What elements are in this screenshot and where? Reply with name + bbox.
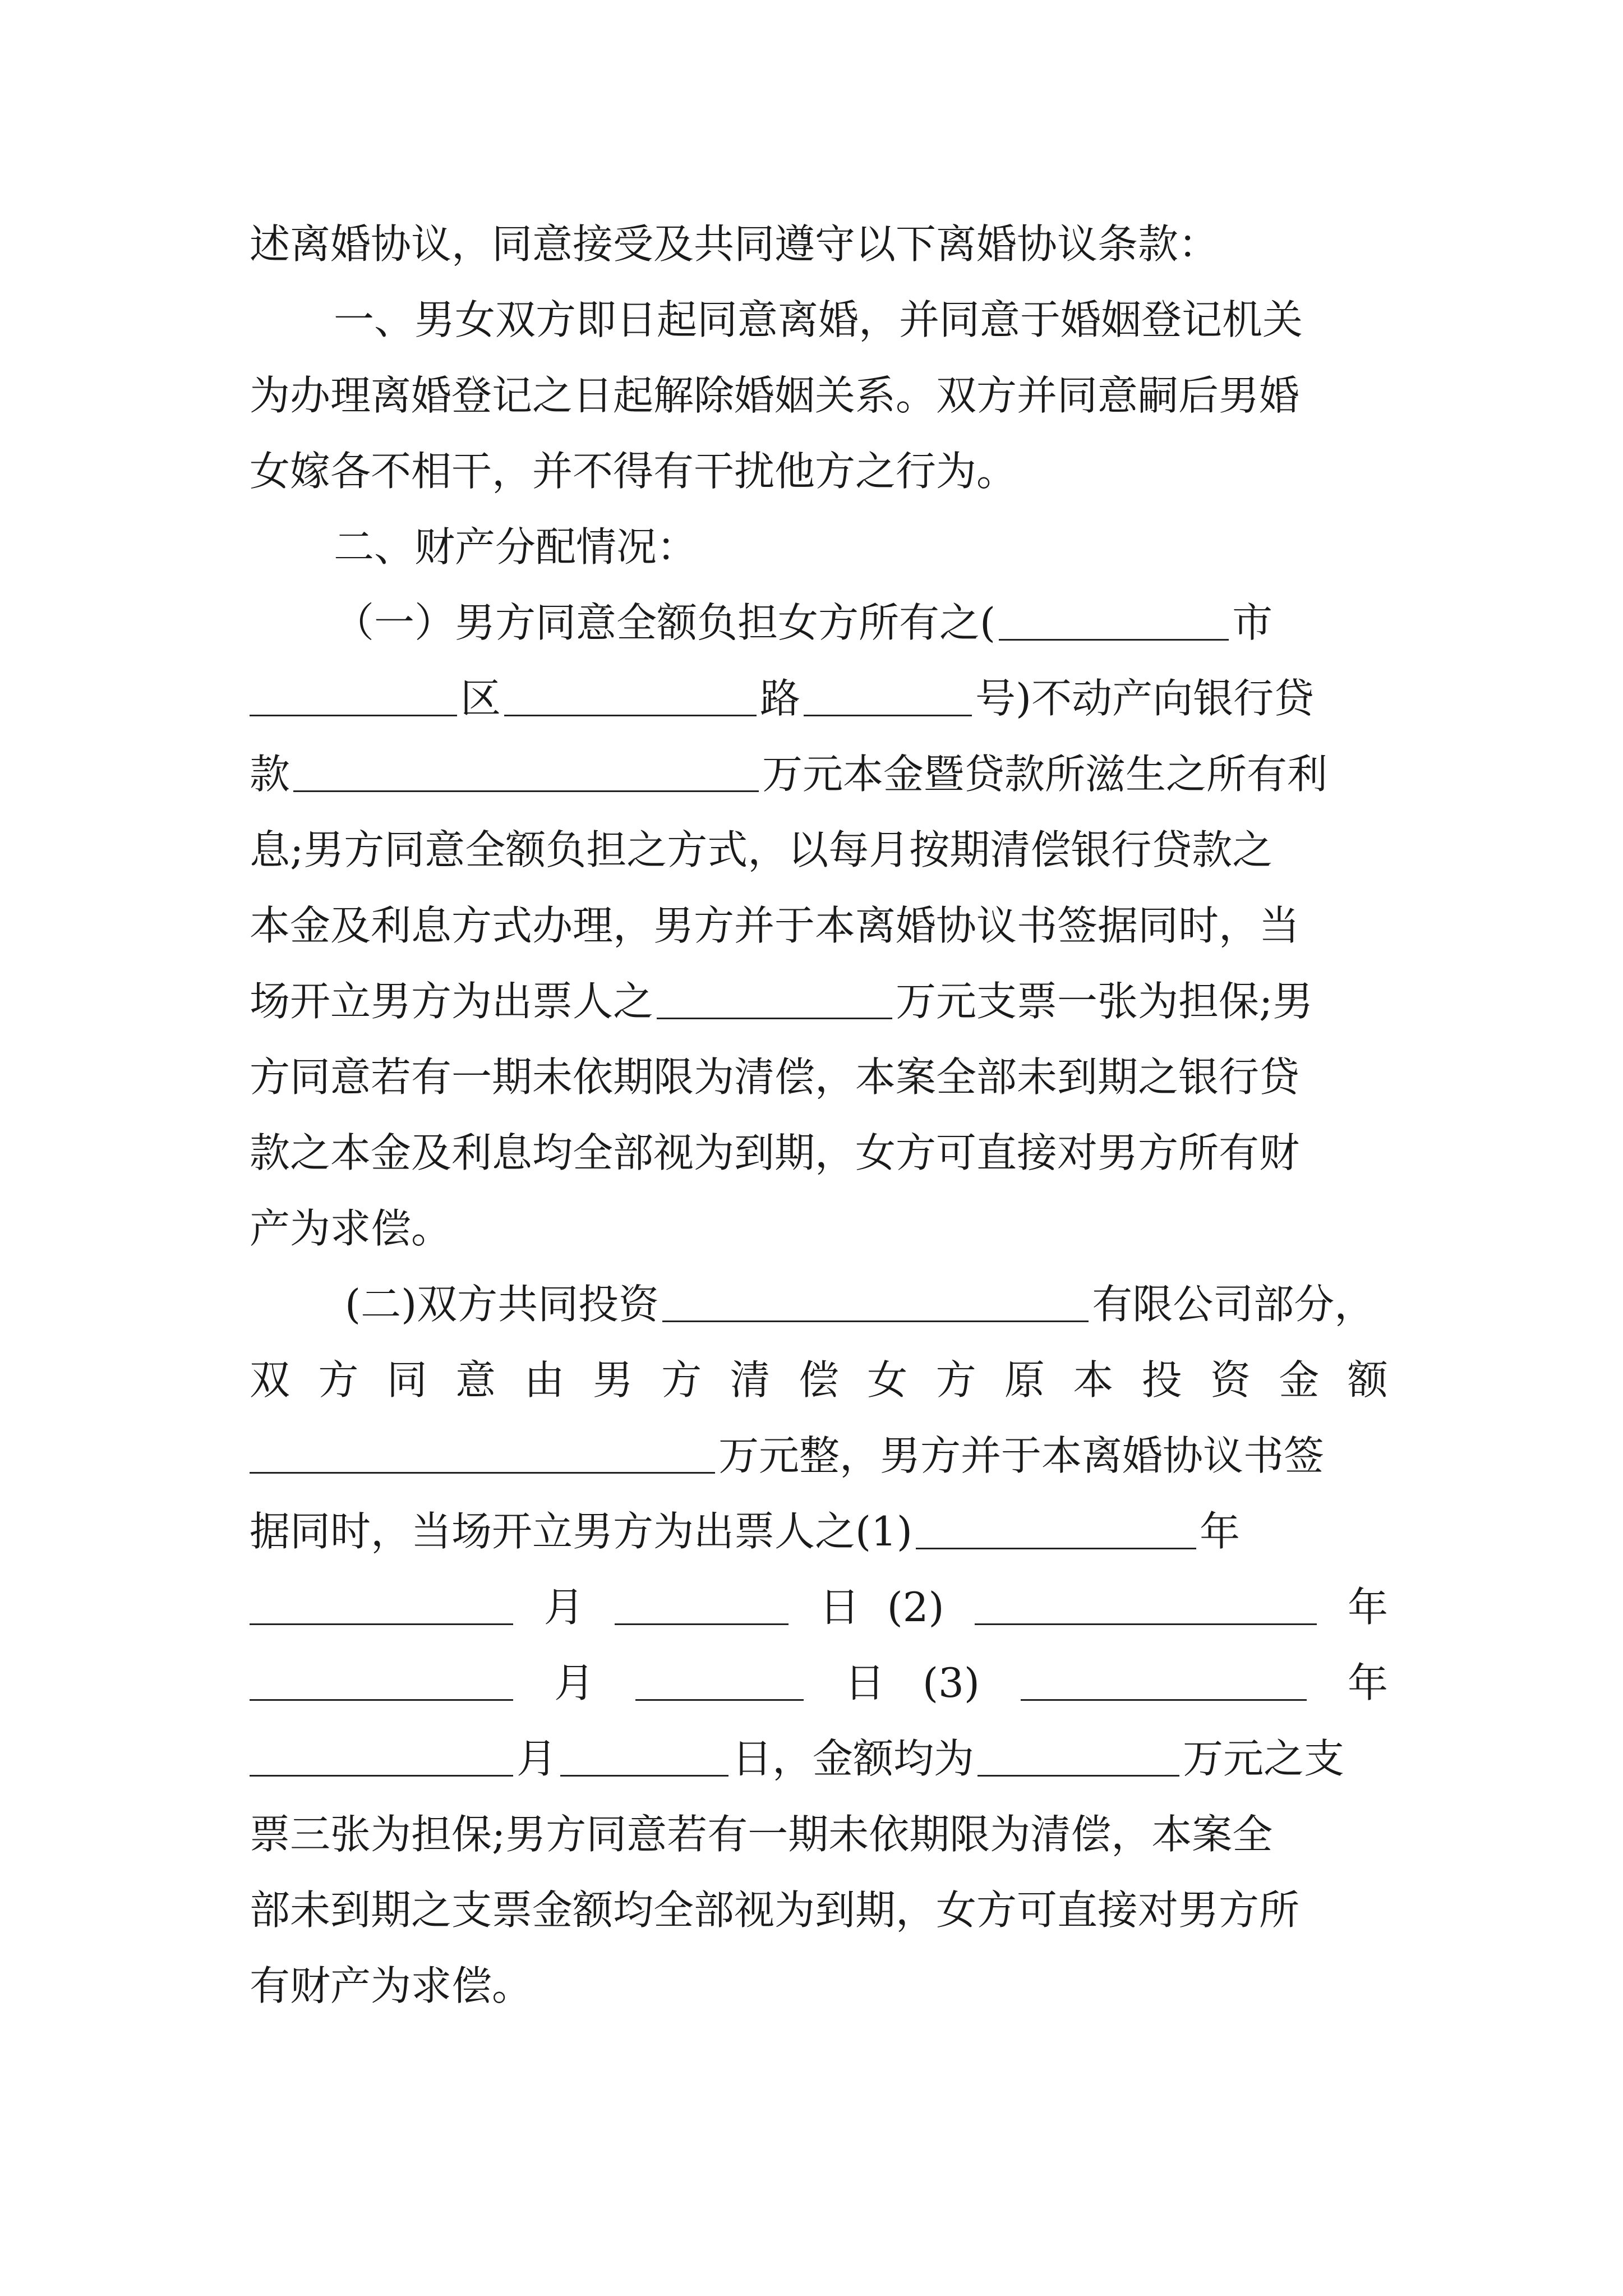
item2-line1-start: (二)双方共同投资 (345, 1281, 660, 1328)
item2-line2-char: 方 (661, 1356, 702, 1404)
item1-line2-district: 区 (460, 675, 501, 722)
blank-district (250, 715, 457, 716)
item2-line7-day: 日，金额均为 (732, 1735, 975, 1782)
item2-line5-year: 年 (1347, 1584, 1388, 1631)
text-line (250, 1958, 1388, 2014)
item1-line3-rest: 万元本金暨贷款所滋生之所有利 (762, 751, 1328, 798)
item2-line2-char: 偿 (798, 1356, 839, 1404)
item2-line6-num: (3) (922, 1659, 980, 1706)
item2-line2-char: 投 (1141, 1356, 1182, 1404)
item1-line3-start: 款 (250, 751, 291, 798)
text-line (250, 1428, 1388, 1484)
clause1-line3: 女嫁各不相干，并不得有干扰他方之行为。 (250, 448, 1017, 495)
blank-check-amount (657, 1018, 892, 1019)
blank-city (999, 639, 1229, 641)
intro-line: 述离婚协议，同意接受及共同遵守以下离婚协议条款： (250, 220, 1219, 268)
item2-line2-char: 双 (250, 1356, 291, 1404)
blank-day-2 (635, 1699, 804, 1701)
blank-month-3 (250, 1775, 513, 1777)
item1-line1-text: （一）男方同意全额负担女方所有之( (334, 599, 996, 646)
item1-line5: 本金及利息方式办理，男方并于本离婚协议书签据同时，当 (250, 902, 1300, 949)
item2-line8: 票三张为担保;男方同意若有一期未依期限为清偿，本案全 (250, 1811, 1273, 1858)
text-line (250, 1352, 1388, 1408)
blank-day-1 (615, 1623, 789, 1625)
item2-line2-char: 资 (1210, 1356, 1251, 1404)
blank-year-3 (1021, 1699, 1307, 1701)
text-line (250, 822, 1388, 878)
text-line (250, 1579, 1388, 1635)
item2-line4-start: 据同时，当场开立男方为出票人之(1) (250, 1508, 912, 1555)
item2-line2-char: 清 (730, 1356, 771, 1404)
item2-line2-char: 方 (318, 1356, 359, 1404)
item1-line1-city: 市 (1232, 599, 1273, 646)
item2-line5-day: 日 (819, 1584, 860, 1631)
clause2-title: 二、财产分配情况： (334, 523, 698, 570)
blank-company (662, 1320, 1089, 1322)
item1-line2-rest: 号)不动产向银行贷 (975, 675, 1315, 722)
text-line (250, 443, 1388, 499)
item1-line2-road: 路 (760, 675, 801, 722)
item2-line6-year: 年 (1347, 1659, 1388, 1706)
text-line (250, 670, 1388, 726)
item1-line9: 产为求偿。 (250, 1205, 452, 1252)
blank-month-1 (250, 1623, 513, 1625)
blank-month-2 (250, 1699, 513, 1701)
item2-line4-year: 年 (1200, 1508, 1241, 1555)
item1-line6-rest: 万元支票一张为担保;男 (896, 978, 1313, 1025)
clause1-line2: 为办理离婚登记之日起解除婚姻关系。双方并同意嗣后男婚 (250, 372, 1300, 419)
text-line (250, 367, 1388, 424)
item1-line8: 款之本金及利息均全部视为到期，女方可直接对男方所有财 (250, 1129, 1300, 1176)
blank-road (504, 715, 757, 716)
text-line (250, 898, 1388, 954)
item2-line9: 部未到期之支票金额均全部视为到期，女方可直接对男方所 (250, 1887, 1300, 1934)
item2-line2-char: 金 (1279, 1356, 1320, 1404)
text-line (250, 292, 1388, 348)
item2-line1-rest: 有限公司部分， (1092, 1281, 1375, 1328)
clause1-line1: 一、男女双方即日起同意离婚，并同意于婚姻登记机关 (334, 296, 1303, 343)
text-line (250, 1731, 1388, 1787)
item2-line2-char: 女 (867, 1356, 908, 1404)
blank-year-2 (975, 1623, 1317, 1625)
text-line (250, 216, 1388, 272)
text-line (250, 1882, 1388, 1938)
item2-line2-char: 方 (935, 1356, 976, 1404)
blank-investment-amount (250, 1472, 715, 1474)
text-line (250, 1200, 1388, 1257)
blank-day-3 (560, 1775, 728, 1777)
text-line (250, 1125, 1388, 1181)
item2-line2-char: 本 (1073, 1356, 1114, 1404)
blank-year-1 (916, 1548, 1196, 1549)
text-line (250, 1276, 1388, 1332)
item2-line2-char: 意 (455, 1356, 496, 1404)
text-line (250, 1655, 1388, 1711)
blank-number (804, 715, 972, 716)
item2-line2-char: 由 (524, 1356, 565, 1404)
item1-line6-start: 场开立男方为出票人之 (250, 978, 654, 1025)
item2-line5-num: (2) (887, 1584, 944, 1631)
item2-line5-month: 月 (543, 1584, 584, 1631)
item2-line3-rest: 万元整，男方并于本离婚协议书签 (718, 1432, 1325, 1479)
item2-line10: 有财产为求偿。 (250, 1962, 533, 2009)
text-line (250, 973, 1388, 1029)
text-line (250, 1049, 1388, 1105)
item2-line2-char: 男 (592, 1356, 633, 1404)
text-line (250, 1503, 1388, 1559)
item1-line7: 方同意若有一期未依期限为清偿，本案全部未到期之银行贷 (250, 1053, 1300, 1101)
item1-line4: 息;男方同意全额负担之方式，以每月按期清偿银行贷款之 (250, 826, 1273, 873)
text-line (250, 519, 1388, 575)
item2-line2-char: 原 (1004, 1356, 1045, 1404)
item2-line2-char: 额 (1347, 1356, 1388, 1404)
text-line (250, 595, 1388, 651)
blank-loan-amount (293, 790, 759, 792)
item2-line6-day: 日 (844, 1659, 885, 1706)
text-line (250, 746, 1388, 802)
item2-line2-char: 同 (386, 1356, 427, 1404)
item2-line7-month: 月 (517, 1735, 557, 1782)
item2-line7-rest: 万元之支 (1183, 1735, 1345, 1782)
blank-check-each-amount (978, 1775, 1179, 1777)
item2-line6-month: 月 (554, 1659, 594, 1706)
text-line (250, 1806, 1388, 1862)
